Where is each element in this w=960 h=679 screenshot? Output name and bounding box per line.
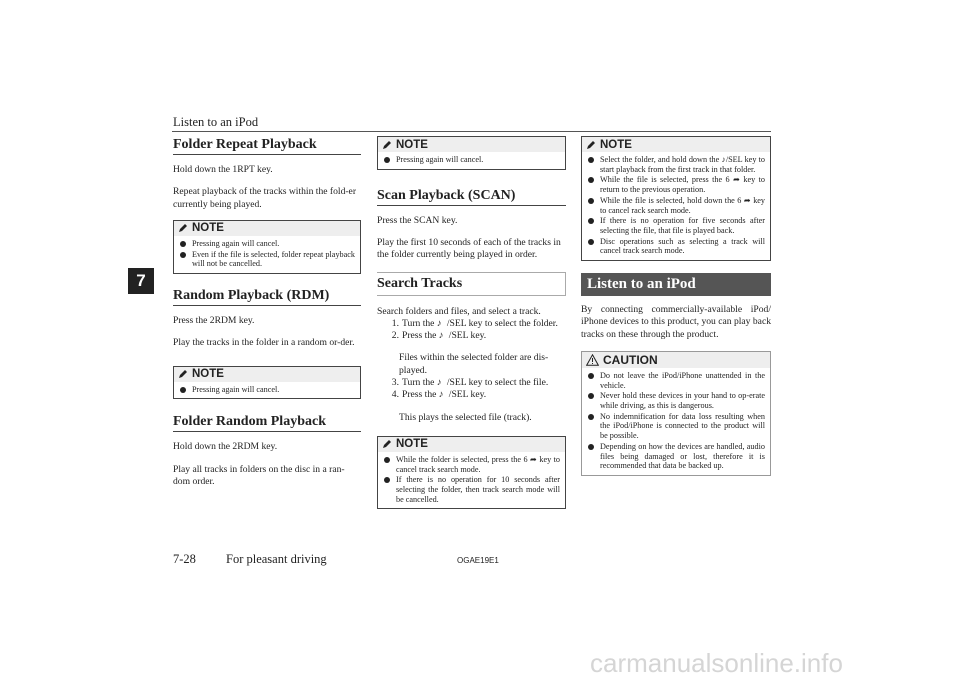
- caution-item: Do not leave the iPod/iPhone unattended in the vehicle.: [588, 371, 765, 390]
- note-item: While the file is selected, hold down the 6 ➦ key to cancel rack search mode.: [588, 196, 765, 215]
- note-item: If there is no operation for five seconds after selecting the file, that file is played back.: [588, 216, 765, 235]
- note-header: [582, 137, 770, 152]
- note-box: [581, 136, 771, 261]
- return-arrow-icon: ➦: [743, 195, 751, 205]
- heading-folder-repeat: Folder Repeat Playback: [173, 136, 361, 155]
- tune-knob-icon: ♪: [436, 317, 442, 329]
- note-box: [173, 220, 361, 274]
- caution-item: No indemnification for data loss resulting when the iPod/iPhone is connected to the product will be possible.: [588, 412, 765, 441]
- step-detail: This plays the selected file (track).: [399, 411, 532, 423]
- paragraph: Hold down the 2RDM key.: [173, 441, 278, 453]
- note-header: [174, 221, 360, 236]
- running-header: Listen to an iPod: [173, 115, 259, 129]
- paragraph: Repeat playback of the tracks within the fold-er currently being played.: [173, 186, 357, 210]
- tune-knob-icon: ♪: [721, 155, 726, 164]
- watermark: carmanualsonline.info: [590, 648, 843, 678]
- caution-label: CAUTION: [603, 352, 658, 367]
- paragraph: Play the tracks in the folder in a random or-der.: [173, 337, 355, 349]
- paragraph: Play all tracks in folders on the disc in a ran-dom order.: [173, 463, 345, 487]
- column-3: [581, 136, 771, 476]
- note-item: While the file is selected, press the 6 ➦ key to return to the previous operation.: [588, 175, 765, 194]
- note-label: NOTE: [396, 138, 428, 151]
- caution-box: [581, 351, 771, 476]
- paragraph: Press the SCAN key.: [377, 214, 458, 226]
- paragraph: By connecting commercially-available iPod/ iPhone devices to this product, you can play back tracks on these through the product.: [581, 304, 771, 340]
- tune-knob-icon: ♪: [438, 389, 444, 401]
- paragraph: Hold down the 1RPT key.: [173, 164, 273, 175]
- note-item: Pressing again will cancel.: [180, 385, 355, 395]
- footer-title: For pleasant driving: [226, 552, 327, 566]
- note-pencil-icon: [178, 369, 188, 379]
- document-code: OGAE19E1: [457, 556, 499, 565]
- step-detail: Files within the selected folder are dis-played.: [399, 352, 549, 376]
- return-arrow-icon: ➦: [733, 175, 740, 185]
- column-2: [377, 136, 566, 509]
- note-box: [377, 136, 566, 170]
- note-pencil-icon: [382, 140, 392, 150]
- note-label: NOTE: [396, 438, 428, 451]
- note-header: [378, 137, 565, 152]
- header-rule: [172, 131, 771, 132]
- caution-item: Never hold these devices in your hand to op-erate while driving, as this is dangerous.: [588, 391, 765, 410]
- note-item: Pressing again will cancel.: [180, 239, 355, 249]
- note-label: NOTE: [600, 138, 632, 151]
- step-2: 2. Press the ♪ /SEL key.: [391, 330, 487, 342]
- heading-random-playback: Random Playback (RDM): [173, 287, 361, 306]
- chapter-tab: 7: [128, 268, 154, 294]
- note-pencil-icon: [178, 223, 188, 233]
- paragraph: Play the first 10 seconds of each of the tracks in the folder currently being played in order.: [377, 237, 561, 261]
- heading-search-tracks: Search Tracks: [377, 272, 566, 296]
- paragraph: Search folders and files, and select a track.: [377, 305, 541, 317]
- column-1: [173, 136, 361, 488]
- page-number: 7-28: [173, 552, 196, 566]
- note-header: [378, 437, 565, 452]
- note-box: [173, 366, 361, 400]
- note-pencil-icon: [382, 439, 392, 449]
- step-1: 1. Turn the ♪ /SEL key to select the folder.: [391, 317, 558, 329]
- step-3: 3. Turn the ♪ /SEL key to select the file.: [391, 377, 549, 389]
- heading-scan-playback: Scan Playback (SCAN): [377, 187, 566, 206]
- caution-item: Depending on how the devices are handled, audio files being damaged or lost, therefore it is recommended that data be backed up.: [588, 442, 765, 471]
- step-4: 4. Press the ♪ /SEL key.: [391, 389, 487, 401]
- note-header: [174, 367, 360, 382]
- note-label: NOTE: [192, 368, 224, 381]
- note-box: [377, 436, 566, 510]
- note-item: While the folder is selected, press the 6 ➦ key to cancel track search mode.: [384, 455, 560, 474]
- note-item: Disc operations such as selecting a track will cancel track search mode.: [588, 237, 765, 256]
- note-label: NOTE: [192, 222, 224, 235]
- paragraph: Press the 2RDM key.: [173, 315, 255, 326]
- return-arrow-icon: ➦: [530, 454, 537, 464]
- note-item: Pressing again will cancel.: [384, 155, 560, 165]
- note-item: Even if the file is selected, folder repeat playback will not be cancelled.: [180, 250, 355, 269]
- note-item: Select the folder, and hold down the ♪/SEL key to start playback from the first track in that folder.: [588, 155, 765, 174]
- warning-triangle-icon: [586, 354, 599, 366]
- tune-knob-icon: ♪: [436, 377, 442, 389]
- tune-knob-icon: ♪: [438, 330, 444, 342]
- note-item: If there is no operation for 10 seconds after selecting the folder, then track search mode will be cancelled.: [384, 475, 560, 504]
- note-pencil-icon: [586, 140, 596, 150]
- section-title-bar: Listen to an iPod: [581, 273, 771, 296]
- caution-header: [582, 352, 770, 368]
- heading-folder-random: Folder Random Playback: [173, 413, 361, 432]
